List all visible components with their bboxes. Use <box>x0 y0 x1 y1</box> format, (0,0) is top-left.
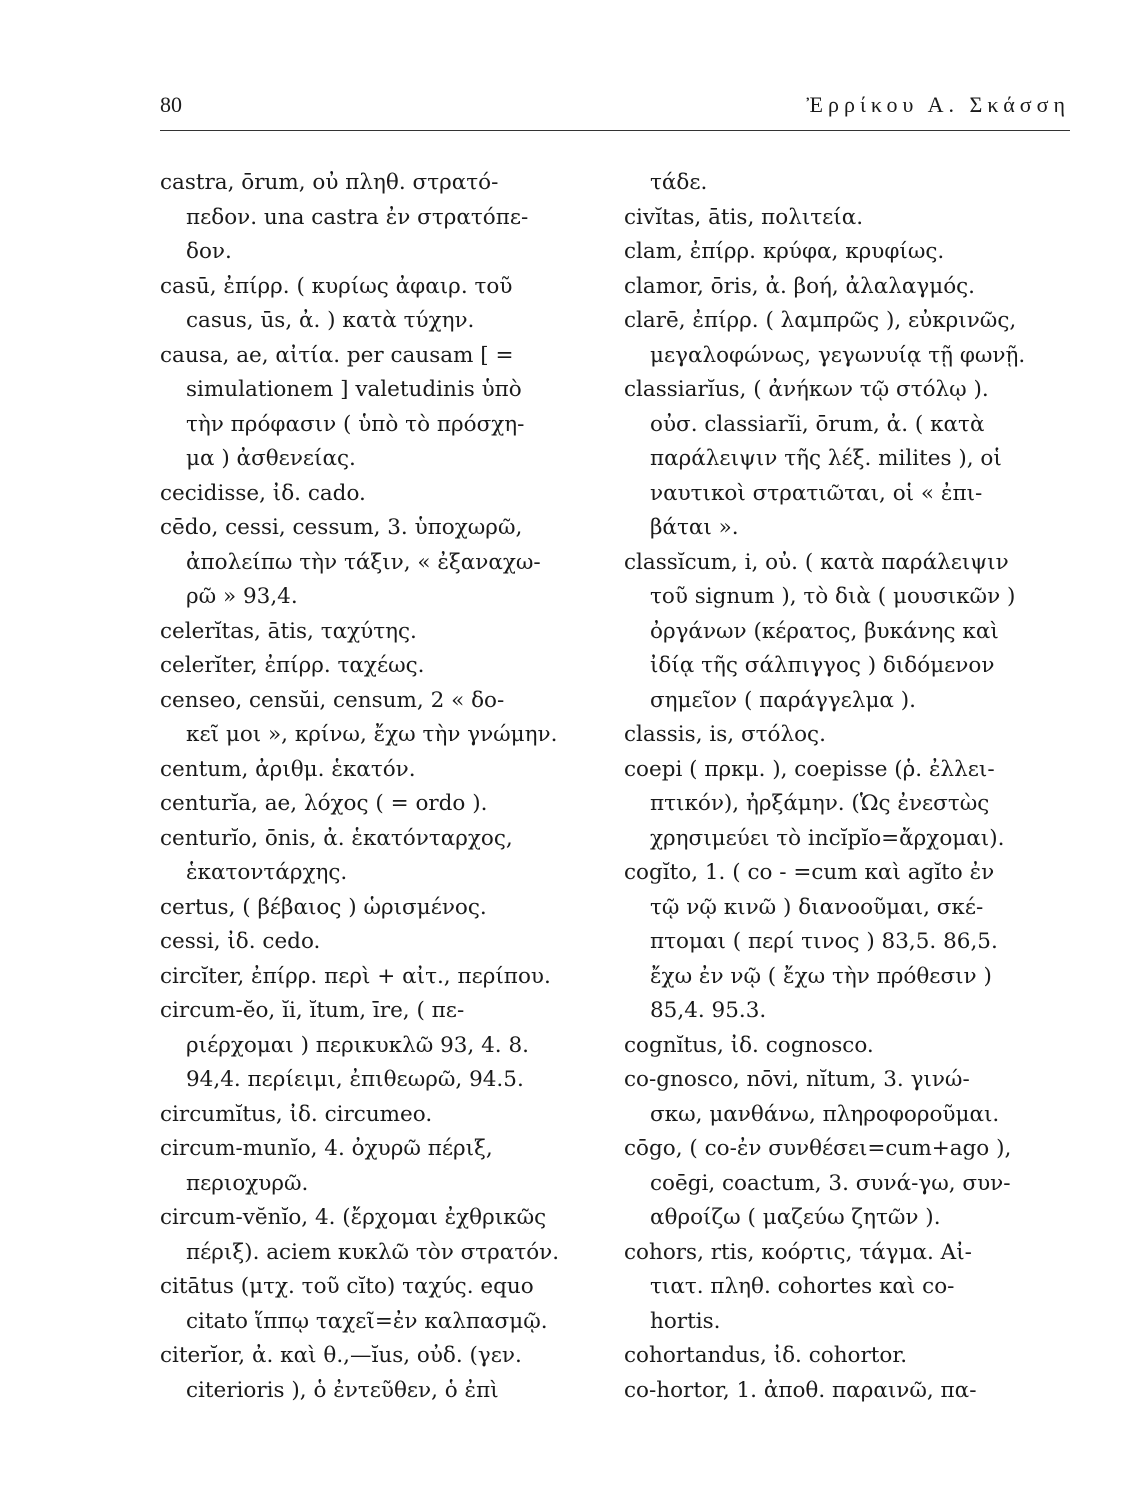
entry-continuation-line: σκω, μανθάνω, πληροφοροῦμαι. <box>650 1101 1000 1127</box>
entry-continuation-line: hortis. <box>650 1308 721 1334</box>
entry-headword-line: classis, is, στόλος. <box>624 722 826 747</box>
entry-continuation-line: ἀπολείπω τὴν τάξιν, « ἐξαναχω- <box>186 549 541 575</box>
entry-continuation-line: πτομαι ( περί τινος ) 83,5. 86,5. <box>650 929 998 954</box>
entry-headword-line: centurĭa, ae, λόχος ( = ordo ). <box>160 791 488 816</box>
entry-headword-line: cecidisse, ἰδ. cado. <box>160 480 366 506</box>
entry-continuation-line: μεγαλοφώνως, γεγωνυίᾳ τῇ φωνῇ. <box>650 342 1026 368</box>
entry-continuation-line: τοῦ signum ), τὸ διὰ ( μουσικῶν ) <box>650 584 1016 609</box>
entry-continuation-line: ρῶ » 93,4. <box>186 584 298 609</box>
entry-headword-line: circum-ĕo, ĭi, ĭtum, īre, ( πε- <box>160 998 465 1023</box>
entry-headword-line: clamor, ōris, ἀ. βοή, ἀλαλαγμός. <box>624 273 976 299</box>
entry-continuation-line: κεῖ μοι », κρίνω, ἔχω τὴν γνώμην. <box>186 722 558 747</box>
entry-headword-line: co-hortor, 1. ἀποθ. παραινῶ, πα- <box>624 1377 977 1403</box>
entry-continuation-line: δον. <box>186 239 232 264</box>
entry-headword-line: cogĭto, 1. ( co - =cum καὶ agĭto ἐν <box>624 860 995 885</box>
entry-headword-line: clarē, ἐπίρρ. ( λαμπρῶς ), εὐκρινῶς, <box>624 308 1017 333</box>
entry-headword-line: circĭter, ἐπίρρ. περὶ + αἰτ., περίπου. <box>160 963 551 989</box>
entry-continuation-line: τιατ. πληθ. cohortes καὶ co- <box>650 1274 955 1299</box>
entry-headword-line: civĭtas, ātis, πολιτεία. <box>624 204 864 230</box>
entry-headword-line: cōgo, ( co-ἐν συνθέσει=cum+ago ), <box>624 1136 1012 1161</box>
entry-continuation-line: ἰδίᾳ τῆς σάλπιγγος ) διδόμενον <box>650 653 995 678</box>
entry-headword-line: classiarĭus, ( ἀνήκων τῷ στόλῳ ). <box>624 377 989 402</box>
entry-headword-line: celerĭter, ἐπίρρ. ταχέως. <box>160 653 425 678</box>
entry-headword-line: classĭcum, i, οὐ. ( κατὰ παράλειψιν <box>624 549 1009 575</box>
entry-headword-line: cohortandus, ἰδ. cohortor. <box>624 1343 908 1368</box>
entry-continuation-line: ἑκατοντάρχης. <box>186 860 348 885</box>
entry-continuation-line: τὴν πρόφασιν ( ὑπὸ τὸ πρόσχη- <box>186 411 525 437</box>
entry-continuation-line: περιοχυρῶ. <box>186 1170 309 1196</box>
entry-headword-line: citātus (μτχ. τοῦ cĭto) ταχύς. equo <box>160 1274 534 1299</box>
entry-continuation-line: ὀργάνων (κέρατος, βυκάνης καὶ <box>650 618 999 644</box>
entry-continuation-line: παράλειψιν τῆς λέξ. milites ), οἱ <box>650 446 1002 471</box>
entry-continuation-line: ριέρχομαι ) περικυκλῶ 93, 4. 8. <box>186 1032 529 1058</box>
entry-headword-line: cessi, ἰδ. cedo. <box>160 929 321 954</box>
entry-continuation-line: τάδε. <box>650 170 708 195</box>
entry-headword-line: cognĭtus, ἰδ. cognosco. <box>624 1032 874 1058</box>
page-header <box>160 92 1070 132</box>
entry-continuation-line: πέριξ). aciem κυκλῶ τὸν στρατόν. <box>186 1239 560 1265</box>
entry-continuation-line: σημεῖον ( παράγγελμα ). <box>650 687 916 713</box>
header-rule <box>160 130 1070 131</box>
entry-headword-line: circum-vĕnĭo, 4. (ἔρχομαι ἐχθρικῶς <box>160 1205 547 1230</box>
entry-headword-line: co-gnosco, nōvi, nĭtum, 3. γινώ- <box>624 1067 970 1092</box>
entry-continuation-line: coēgi, coactum, 3. συνά-γω, συν- <box>650 1170 1011 1196</box>
entry-headword-line: cohors, rtis, κοόρτις, τάγμα. Αἰ- <box>624 1239 972 1265</box>
entry-headword-line: certus, ( βέβαιος ) ὡρισμένος. <box>160 894 487 920</box>
entry-continuation-line: πτικόν), ἠρξάμην. (Ὡς ἐνεστὼς <box>650 791 990 816</box>
entry-headword-line: cēdo, cessi, cessum, 3. ὑποχωρῶ, <box>160 515 523 540</box>
entry-headword-line: circum-munĭo, 4. ὀχυρῶ πέριξ, <box>160 1136 493 1161</box>
right-column <box>624 166 1076 1408</box>
entry-continuation-line: 94,4. περίειμι, ἐπιθεωρῶ, 94.5. <box>186 1067 524 1092</box>
entry-headword-line: coepi ( πρκμ. ), coepisse (ῥ. ἐλλει- <box>624 756 995 782</box>
entry-headword-line: censeo, censŭi, censum, 2 « δο- <box>160 687 505 713</box>
entry-headword-line: citerĭor, ἀ. καὶ θ.,—ĭus, οὐδ. (γεν. <box>160 1343 522 1368</box>
entry-continuation-line: πεδον. una castra ἐν στρατόπε- <box>186 204 529 230</box>
entry-continuation-line: τῷ νῷ κινῶ ) διανοοῦμαι, σκέ- <box>650 894 984 920</box>
entry-headword-line: clam, ἐπίρρ. κρύφα, κρυφίως. <box>624 239 945 264</box>
entry-headword-line: castra, ōrum, οὐ πληθ. στρατό- <box>160 170 499 195</box>
entry-continuation-line: citerioris ), ὁ ἐντεῦθεν, ὁ ἐπὶ <box>186 1377 499 1403</box>
left-column <box>160 166 600 1408</box>
entry-continuation-line: οὐσ. classiarĭi, ōrum, ἀ. ( κατὰ <box>650 411 985 437</box>
entry-continuation-line: βάται ». <box>650 515 739 540</box>
entry-headword-line: centurĭo, ōnis, ἀ. ἑκατόνταρχος, <box>160 825 513 851</box>
entry-headword-line: circumĭtus, ἰδ. circumeo. <box>160 1101 433 1127</box>
entry-continuation-line: casus, ūs, ἀ. ) κατὰ τύχην. <box>186 308 475 333</box>
entry-continuation-line: μα ) ἀσθενείας. <box>186 446 356 471</box>
entry-continuation-line: 85,4. 95.3. <box>650 998 767 1023</box>
entry-continuation-line: χρησιμεύει τὸ incĭpĭo=ἄρχομαι). <box>650 825 1005 851</box>
page-number: 80 <box>160 92 182 117</box>
entry-continuation-line: αθροίζω ( μαζεύω ζητῶν ). <box>650 1205 941 1230</box>
entry-headword-line: centum, ἀριθμ. ἑκατόν. <box>160 756 416 782</box>
entry-continuation-line: ἔχω ἐν νῷ ( ἔχω τὴν πρόθεσιν ) <box>650 963 992 989</box>
entry-headword-line: celerĭtas, ātis, ταχύτης. <box>160 618 417 644</box>
running-head: Ἐρρίκου Α. Σκάσση <box>806 92 1070 117</box>
entry-continuation-line: citato ἵππῳ ταχεῖ=ἐν καλπασμῷ. <box>186 1308 548 1334</box>
entry-continuation-line: simulationem ] valetudinis ὑπὸ <box>186 377 522 402</box>
entry-headword-line: casū, ἐπίρρ. ( κυρίως ἀφαιρ. τοῦ <box>160 273 513 299</box>
entry-headword-line: causa, ae, αἰτία. per causam [ = <box>160 342 514 368</box>
entry-continuation-line: ναυτικοὶ στρατιῶται, οἱ « ἐπι- <box>650 480 983 506</box>
